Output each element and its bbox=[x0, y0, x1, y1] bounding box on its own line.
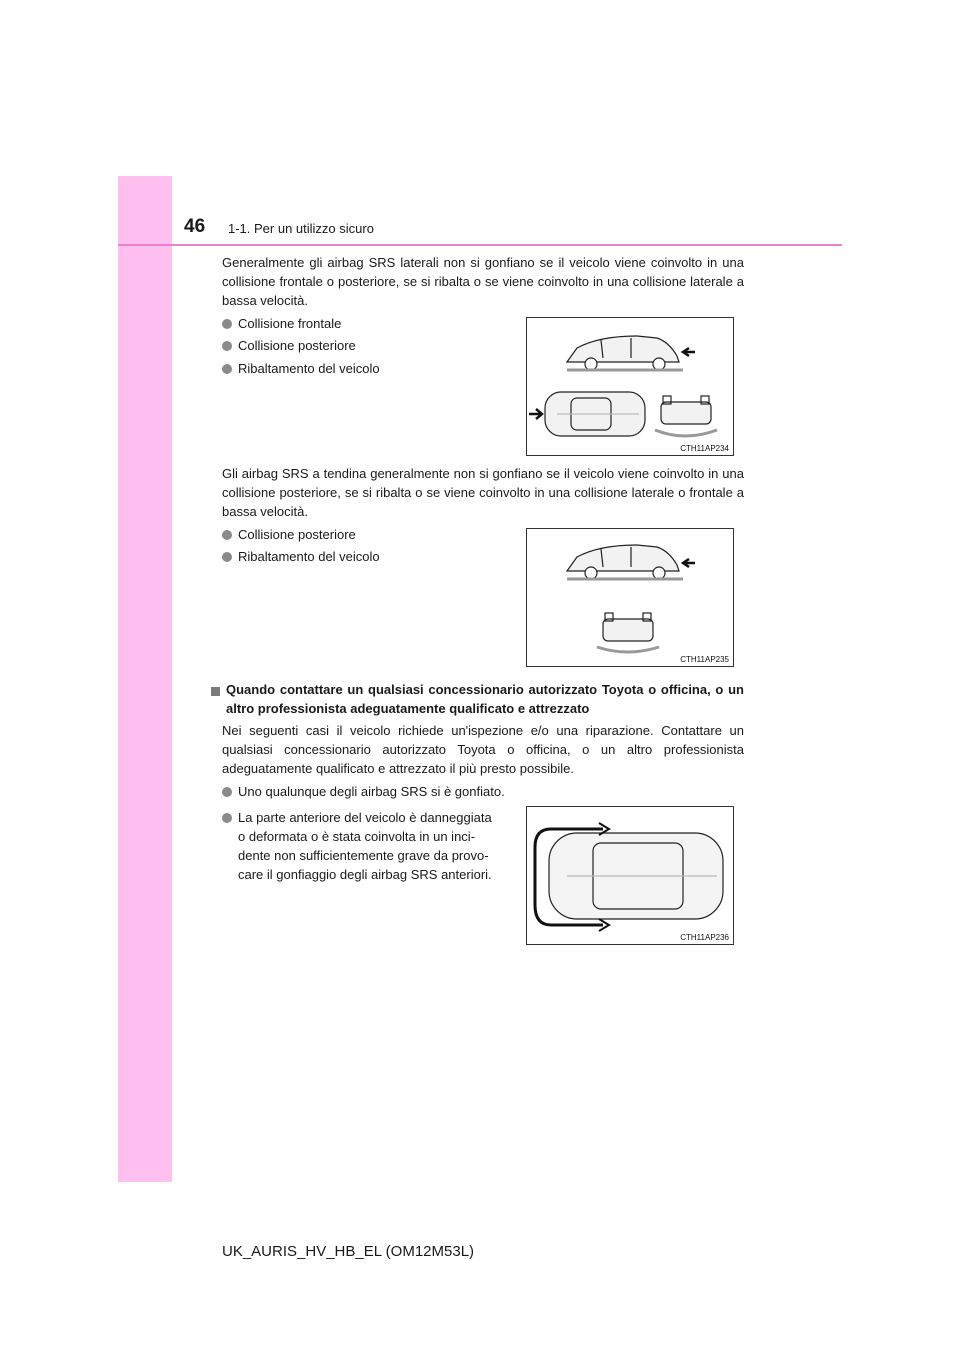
car-top-view-icon bbox=[549, 833, 723, 919]
bullet-dot-icon bbox=[222, 319, 232, 329]
paragraph-inspection: Nei seguenti casi il veicolo richiede un'ispezione e/o una riparazione. Contattare un qualsiasi concessionario autorizzato Toyota o officina, o un altro professionista adeguatamente qualificato e attrezzato il più presto possibile. bbox=[222, 723, 744, 776]
figure-front-damage bbox=[526, 806, 734, 945]
impact-arrow-icon bbox=[529, 409, 542, 419]
figure-side-airbag-collisions bbox=[526, 317, 734, 456]
paragraph-curtain-airbags: Gli airbag SRS a tendina generalmente non si gonfiano se il veicolo viene coinvolto in una collisione posteriore, se si ribalta o se viene coinvolto in una collisione laterale o frontale a bassa velocità. bbox=[222, 466, 744, 519]
subheading-contact-dealer: Quando contattare un qualsiasi concessionario autorizzato Toyota o officina, o un altro professionista adeguatamente qualificato e attrezzato bbox=[226, 682, 744, 716]
bullet-dot-icon bbox=[222, 341, 232, 351]
bullet-dot-icon bbox=[222, 530, 232, 540]
figure-label: CTH11AP236 bbox=[680, 933, 729, 942]
bullet-dot-icon bbox=[222, 787, 232, 797]
list-item: Uno qualunque degli airbag SRS si è gonfiato. bbox=[222, 782, 505, 801]
list-item: Collisione posteriore bbox=[222, 336, 356, 355]
list-item: Collisione posteriore bbox=[222, 525, 356, 544]
figure-curtain-airbag-collisions bbox=[526, 528, 734, 667]
car-collision-illustration bbox=[527, 318, 733, 455]
figure-label: CTH11AP235 bbox=[680, 655, 729, 664]
car-collision-illustration bbox=[527, 529, 733, 666]
bullet-dot-icon bbox=[222, 364, 232, 374]
car-rollover-icon bbox=[655, 396, 717, 436]
list-item: Collisione frontale bbox=[222, 314, 341, 333]
figure-label: CTH11AP234 bbox=[680, 444, 729, 453]
car-top-view-icon bbox=[545, 392, 645, 436]
car-side-view-icon bbox=[567, 545, 683, 579]
page-number: 46 bbox=[184, 216, 206, 237]
list-item: Ribaltamento del veicolo bbox=[222, 547, 380, 566]
footer-doc-code: UK_AURIS_HV_HB_EL (OM12M53L) bbox=[222, 1243, 475, 1260]
bullet-dot-icon bbox=[222, 813, 232, 823]
impact-arrow-icon bbox=[683, 348, 695, 356]
section-square-icon bbox=[211, 687, 220, 696]
section-title: 1-1. Per un utilizzo sicuro bbox=[228, 221, 374, 236]
chapter-sidebar-tab bbox=[118, 176, 172, 1182]
list-item: La parte anteriore del veicolo è danneggiata o deformata o è stata coinvolta in un inci- dente non sufficientemente grave da provo- care il gonfiaggio degli airbag SRS anteriori. bbox=[222, 808, 510, 884]
bullet-dot-icon bbox=[222, 552, 232, 562]
paragraph-side-airbags: Generalmente gli airbag SRS laterali non si gonfiano se il veicolo viene coinvolto in una collisione frontale o posteriore, se si ribalta o se viene coinvolto in una collisione laterale a bassa velocità. bbox=[222, 255, 744, 308]
list-item: Ribaltamento del veicolo bbox=[222, 359, 380, 378]
car-rollover-icon bbox=[597, 613, 659, 652]
car-side-view-icon bbox=[567, 336, 683, 370]
car-top-view-illustration bbox=[527, 807, 733, 944]
impact-arrow-icon bbox=[683, 559, 695, 567]
header-rule bbox=[118, 244, 842, 246]
